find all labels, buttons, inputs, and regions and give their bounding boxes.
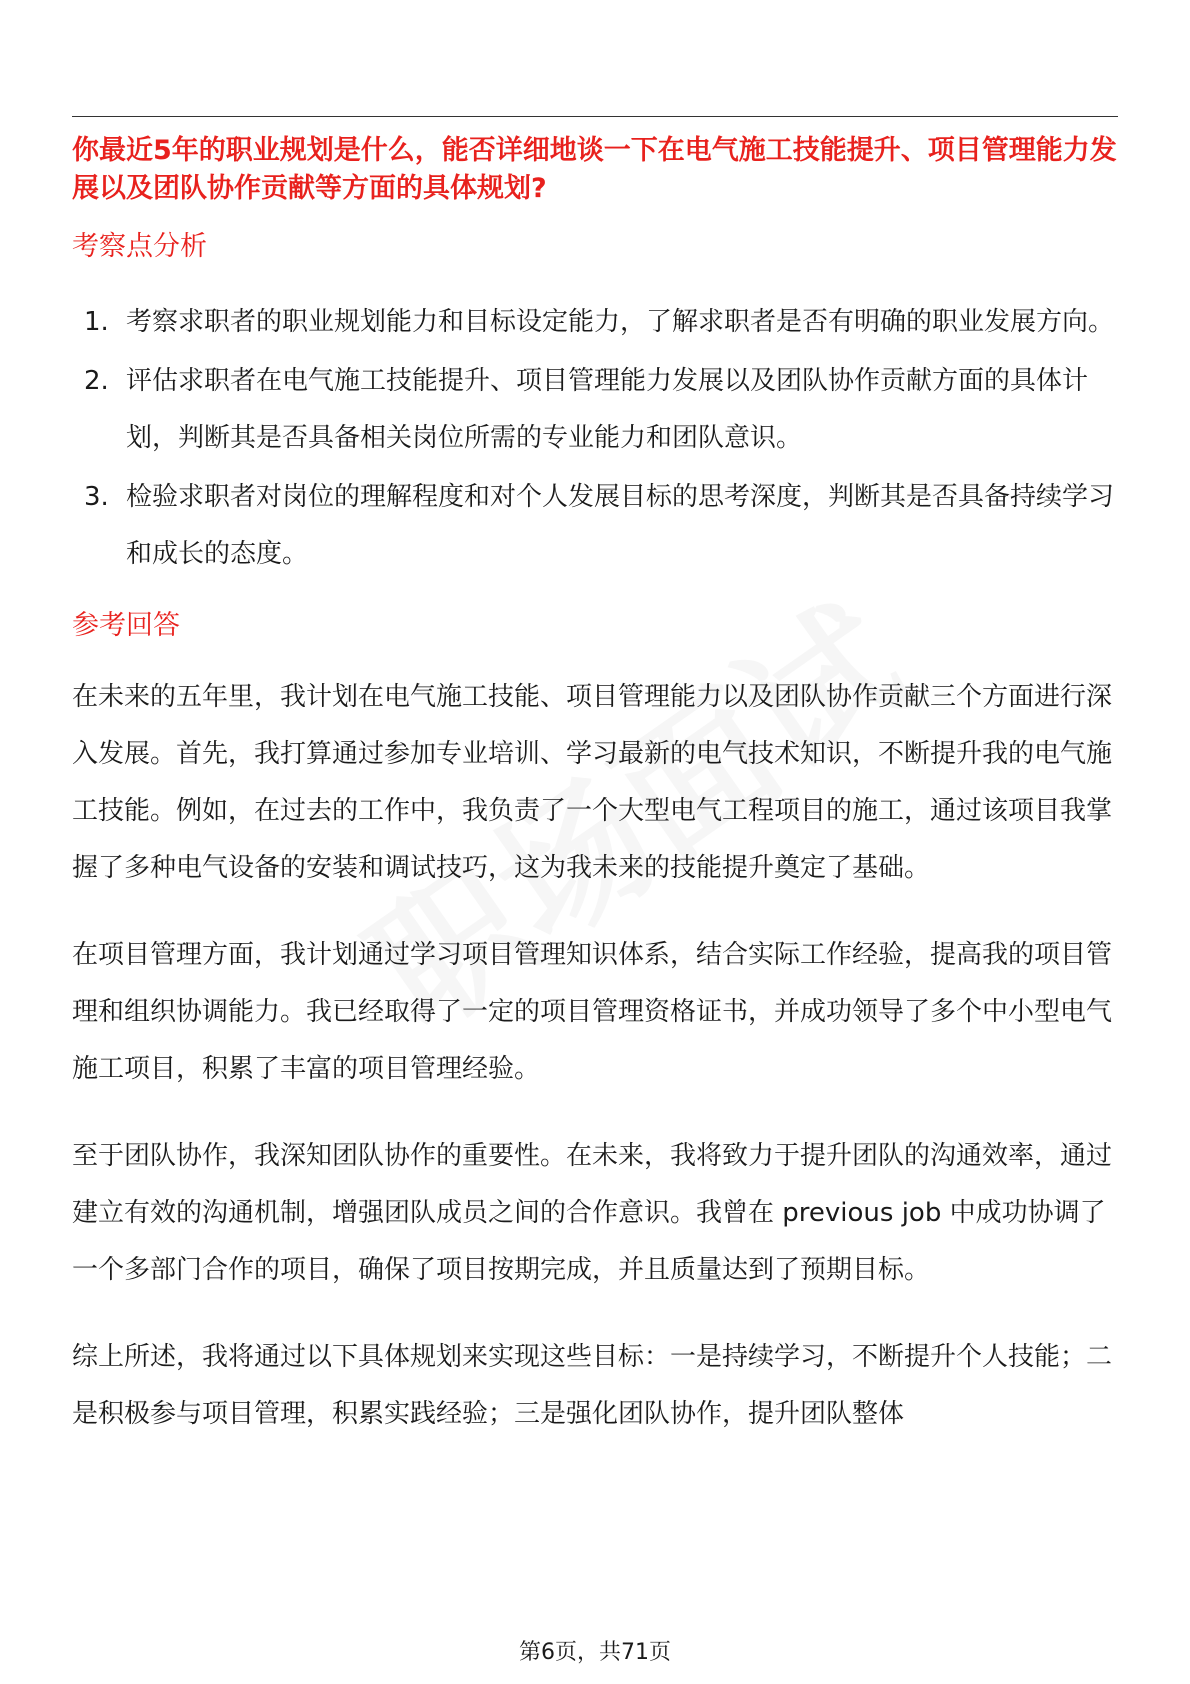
answer-paragraph: 至于团队协作，我深知团队协作的重要性。在未来，我将致力于提升团队的沟通效率，通过建立有效的沟通机制，增强团队成员之间的合作意识。我曾在 previous job 中成功协调了一个多部门合作的项目，确保了项目按期完成，并且质量达到了预期目标。 xyxy=(72,1141,1113,1285)
analysis-item-number: 3. xyxy=(84,482,109,512)
answer-heading: 参考回答 xyxy=(72,610,180,641)
page-content xyxy=(72,132,1118,1473)
analysis-item-number: 2. xyxy=(84,366,109,396)
answer-body xyxy=(72,669,1118,1443)
analysis-item-text: 评估求职者在电气施工技能提升、项目管理能力发展以及团队协作贡献方面的具体计划，判断其是否具备相关岗位所需的专业能力和团队意识。 xyxy=(126,366,1089,453)
question-heading: 你最近5年的职业规划是什么，能否详细地谈一下在电气施工技能提升、项目管理能力发展以及团队协作贡献等方面的具体规划? xyxy=(72,135,1117,204)
answer-paragraph: 在未来的五年里，我计划在电气施工技能、项目管理能力以及团队协作贡献三个方面进行深入发展。首先，我打算通过参加专业培训、学习最新的电气技术知识，不断提升我的电气施工技能。例如，在过去的工作中，我负责了一个大型电气工程项目的施工，通过该项目我掌握了多种电气设备的安装和调试技巧，这为我未来的技能提升奠定了基础。 xyxy=(72,682,1113,883)
analysis-item xyxy=(72,469,1118,583)
analysis-item-text: 检验求职者对岗位的理解程度和对个人发展目标的思考深度，判断其是否具备持续学习和成长的态度。 xyxy=(126,482,1115,569)
analysis-list xyxy=(72,294,1118,583)
page-footer: 第6页，共71页 xyxy=(519,1640,671,1665)
analysis-item-text: 考察求职者的职业规划能力和目标设定能力，了解求职者是否有明确的职业发展方向。 xyxy=(126,307,1115,337)
analysis-item-number: 1. xyxy=(84,307,109,337)
answer-paragraph: 在项目管理方面，我计划通过学习项目管理知识体系，结合实际工作经验，提高我的项目管理和组织协调能力。我已经取得了一定的项目管理资格证书，并成功领导了多个中小型电气施工项目，积累了丰富的项目管理经验。 xyxy=(72,940,1113,1084)
analysis-item xyxy=(72,353,1118,467)
top-divider xyxy=(72,116,1118,117)
analysis-heading: 考察点分析 xyxy=(72,231,207,262)
answer-paragraph: 综上所述，我将通过以下具体规划来实现这些目标：一是持续学习，不断提升个人技能；二是积极参与项目管理，积累实践经验；三是强化团队协作，提升团队整体 xyxy=(72,1342,1113,1429)
analysis-item xyxy=(72,294,1118,351)
